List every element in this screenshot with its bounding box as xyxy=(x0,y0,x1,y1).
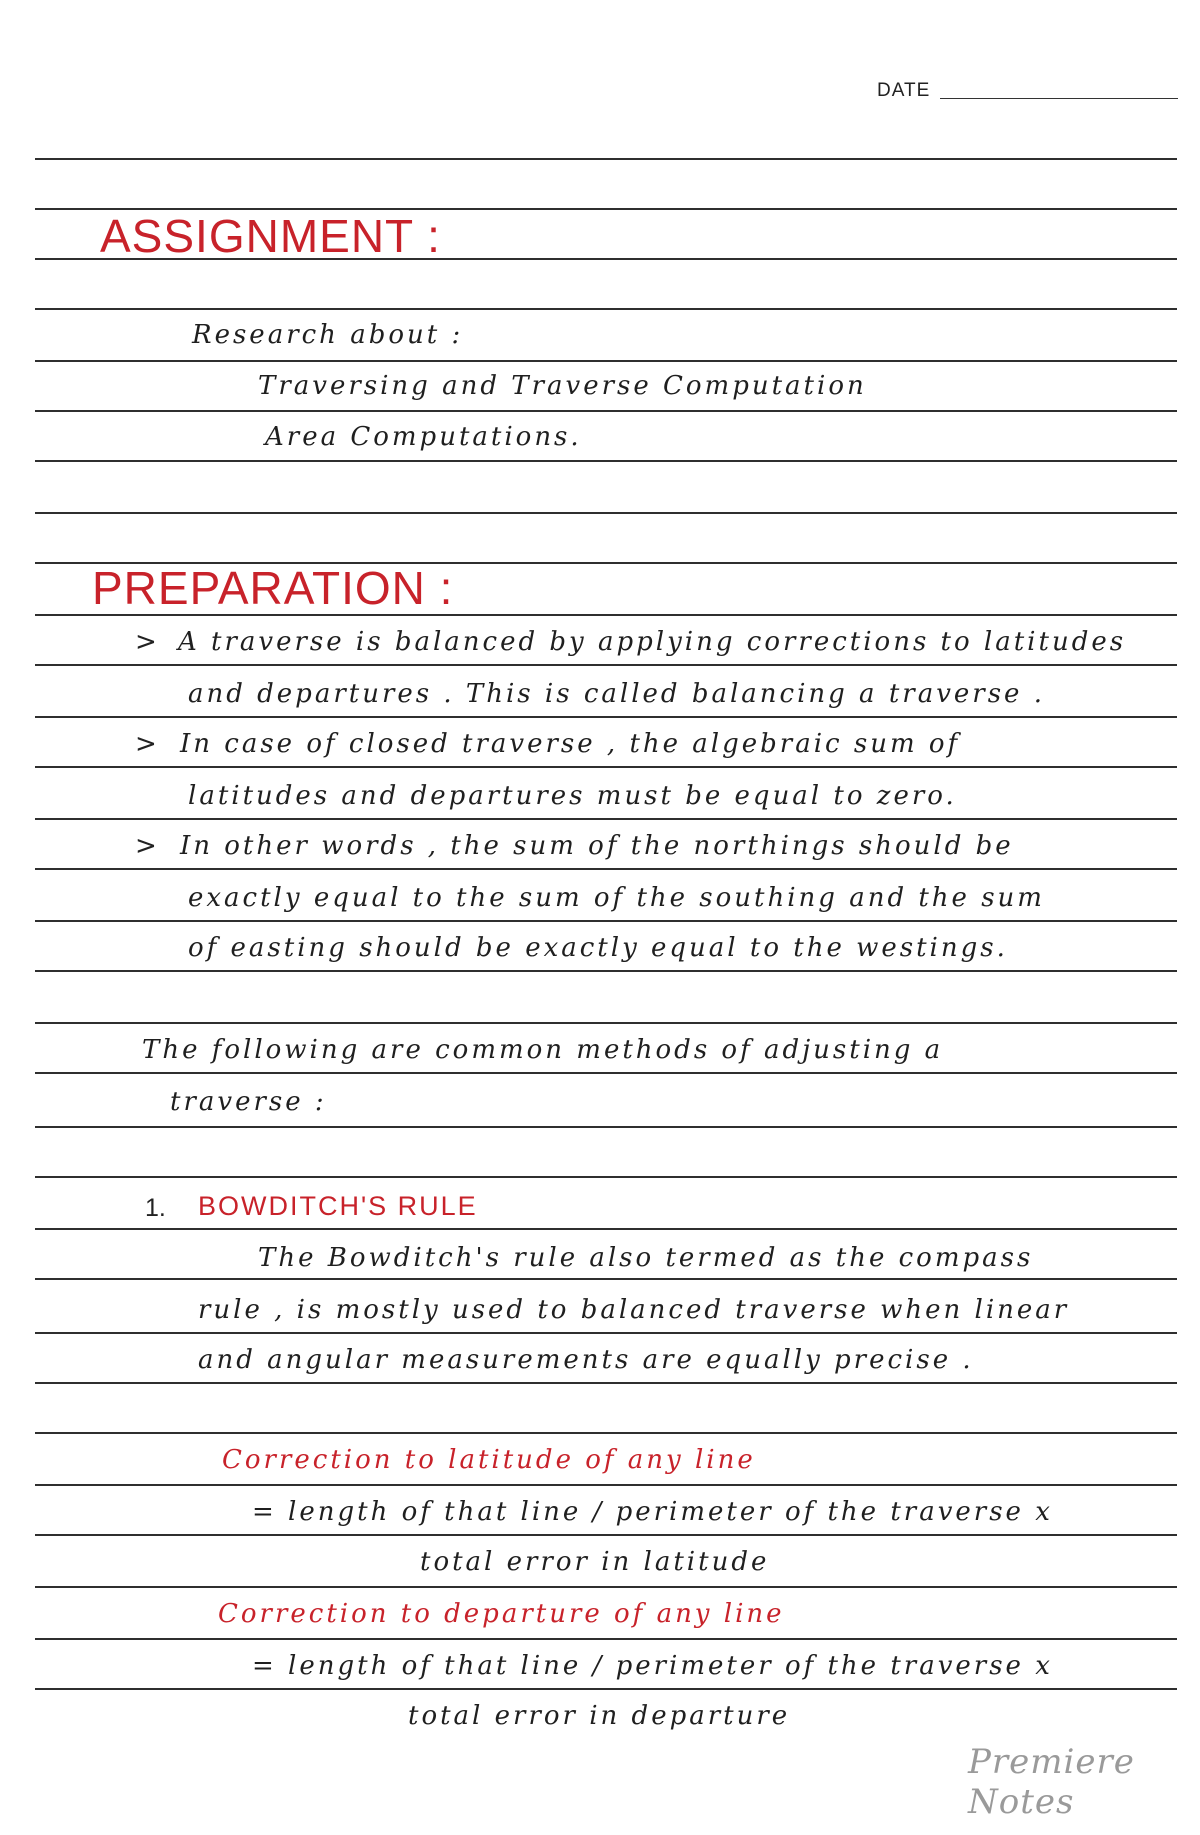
ruled-line xyxy=(35,460,1177,462)
watermark-logo: Premiere Notes xyxy=(968,1742,1135,1822)
correction-departure-formula: total error in departure xyxy=(408,1701,791,1731)
ruled-line xyxy=(35,1432,1177,1434)
ruled-line xyxy=(35,1176,1177,1178)
bowditch-heading: BOWDITCH'S RULE xyxy=(198,1191,478,1221)
ruled-line xyxy=(35,664,1177,666)
ruled-line xyxy=(35,158,1177,160)
bullet-marker: > xyxy=(135,729,157,759)
ruled-line xyxy=(35,868,1177,870)
date-underline xyxy=(940,98,1178,99)
preparation-line: A traverse is balanced by applying corrections to latitudes xyxy=(178,627,1127,657)
bowditch-line: and angular measurements are equally precise . xyxy=(198,1345,974,1375)
ruled-line xyxy=(35,360,1177,362)
date-label: DATE xyxy=(877,80,931,101)
ruled-line xyxy=(35,1278,1177,1280)
ruled-line xyxy=(35,766,1177,768)
ruled-line xyxy=(35,308,1177,310)
ruled-line xyxy=(35,1382,1177,1384)
assignment-intro: Research about : xyxy=(192,320,464,350)
ruled-line xyxy=(35,1022,1177,1024)
ruled-line xyxy=(35,1332,1177,1334)
preparation-line: latitudes and departures must be equal to zero. xyxy=(188,781,957,811)
ruled-line xyxy=(35,410,1177,412)
preparation-line: In case of closed traverse , the algebraic sum of xyxy=(180,729,961,759)
ruled-line xyxy=(35,1688,1177,1690)
assignment-topic: Traversing and Traverse Computation xyxy=(258,371,867,401)
ruled-line xyxy=(35,1586,1177,1588)
methods-intro: traverse : xyxy=(170,1087,327,1117)
ruled-line xyxy=(35,716,1177,718)
assignment-heading: ASSIGNMENT : xyxy=(100,210,441,262)
bowditch-line: The Bowditch's rule also termed as the compass xyxy=(258,1243,1034,1273)
method-number: 1. xyxy=(145,1194,166,1222)
ruled-line xyxy=(35,920,1177,922)
ruled-line xyxy=(35,1228,1177,1230)
correction-latitude-formula: total error in latitude xyxy=(420,1547,770,1577)
correction-departure-title: Correction to departure of any line xyxy=(218,1599,785,1629)
bowditch-line: rule , is mostly used to balanced traverse when linear xyxy=(198,1295,1070,1325)
ruled-line xyxy=(35,818,1177,820)
preparation-line: and departures . This is called balancing a traverse . xyxy=(188,679,1045,709)
ruled-line xyxy=(35,1072,1177,1074)
correction-latitude-title: Correction to latitude of any line xyxy=(222,1445,756,1475)
ruled-line xyxy=(35,512,1177,514)
ruled-line xyxy=(35,1484,1177,1486)
bullet-marker: > xyxy=(135,627,157,657)
assignment-topic: Area Computations. xyxy=(265,422,582,452)
preparation-heading: PREPARATION : xyxy=(92,562,454,614)
correction-latitude-formula: = length of that line / perimeter of the traverse x xyxy=(252,1497,1053,1527)
correction-departure-formula: = length of that line / perimeter of the traverse x xyxy=(252,1651,1053,1681)
ruled-line xyxy=(35,1126,1177,1128)
preparation-line: of easting should be exactly equal to the westings. xyxy=(188,933,1008,963)
preparation-line: exactly equal to the sum of the southing and the sum xyxy=(188,883,1045,913)
methods-intro: The following are common methods of adjusting a xyxy=(142,1035,944,1065)
ruled-line xyxy=(35,1534,1177,1536)
preparation-line: In other words , the sum of the northings should be xyxy=(180,831,1014,861)
ruled-line xyxy=(35,970,1177,972)
ruled-line xyxy=(35,1638,1177,1640)
bullet-marker: > xyxy=(135,831,157,861)
